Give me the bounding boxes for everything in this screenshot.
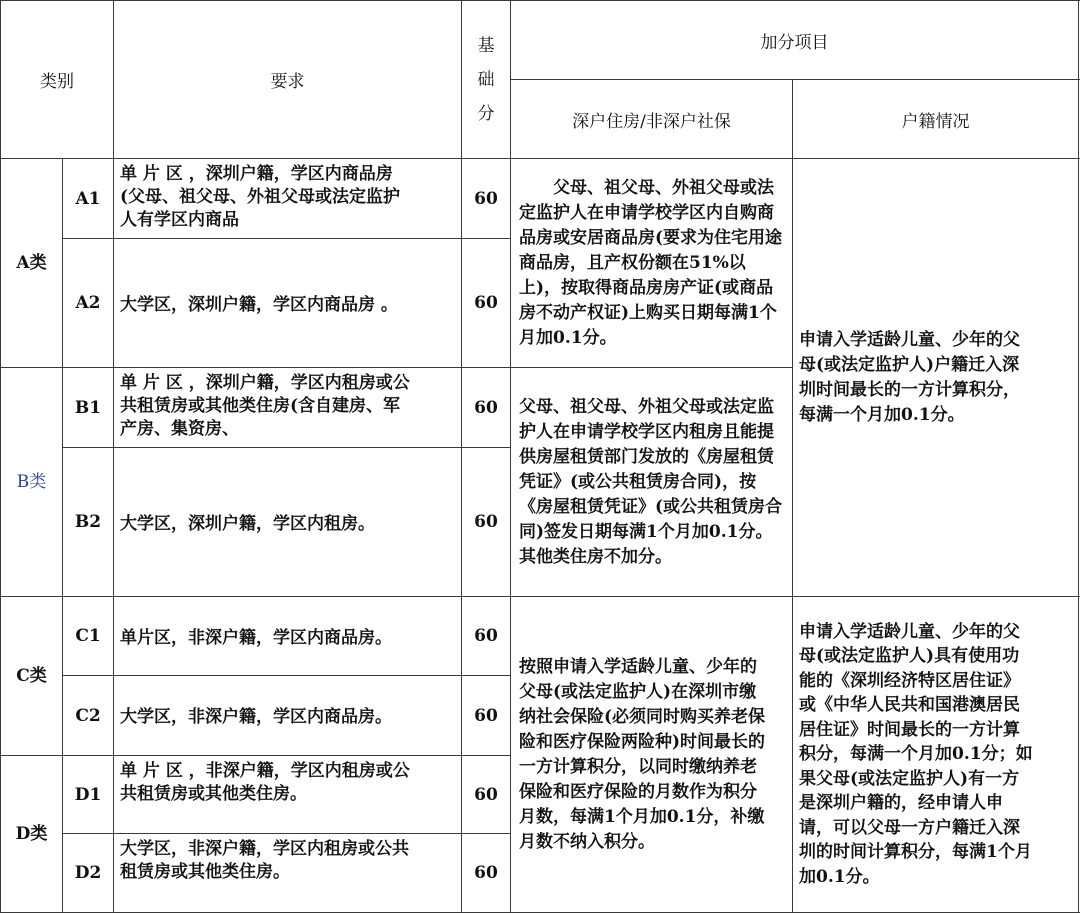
header-hukou: 户籍情况 <box>901 111 970 132</box>
row-code: A2 <box>75 293 101 313</box>
row-code: B2 <box>74 512 102 532</box>
bonus-housing-a: 父母、祖父母、外祖父母或法定监护人在申请学校学区内自购商品房或安居商品房(要求为住宅用途商品房，且产权份额在51%以上)，按取得商品房房产证(或商品房不动产权证)上购买日期每满1个月加0.1分。 <box>519 177 783 348</box>
bonus-social-cd-cell <box>511 597 792 912</box>
row-code: C2 <box>75 705 101 726</box>
row-code: C1 <box>75 626 101 646</box>
header-base-char: 分 <box>477 103 495 124</box>
bonus-housing-a-cell <box>511 159 792 367</box>
header-base-score <box>462 1 510 158</box>
row-code: B1 <box>74 397 102 418</box>
grid-line <box>0 912 1080 913</box>
header-requirement: 要求 <box>270 72 305 92</box>
header-base-char: 础 <box>477 69 495 90</box>
header-base-char: 基 <box>477 35 495 56</box>
row-requirement: 单 片 区 ，深圳户籍，学区内租房或公共租赁房或其他类住房(含自建房、军产房、集资房、 <box>120 373 410 439</box>
grid-line <box>1078 0 1079 913</box>
row-score: 60 <box>474 863 498 883</box>
row-requirement: 单片区，非深户籍，学区内商品房。 <box>120 627 392 648</box>
bonus-hukou-ab: 申请入学适龄儿童、少年的父母(或法定监护人)户籍迁入深圳时间最长的一方计算积分，每满一个月加0.1分。 <box>799 329 1020 425</box>
row-code: A1 <box>75 188 101 209</box>
row-code: D2 <box>74 863 102 883</box>
bonus-social-cd: 按照申请入学适龄儿童、少年的父母(或法定监护人)在深圳市缴纳社会保险(必须同时购买养老保险和医疗保险两险种)时间最长的一方计算积分，以同时缴纳养老保险和医疗保险的月数作为积分月数，每满1个月加0.1分，补缴月数不纳入积分。 <box>519 656 766 852</box>
bonus-hukou-ab-cell <box>793 159 1078 596</box>
bonus-hukou-cd-cell <box>793 597 1078 912</box>
group-label-a: A类 <box>16 253 47 273</box>
bonus-housing-b-cell <box>511 368 792 596</box>
group-label-c: C类 <box>16 666 47 686</box>
row-score: 60 <box>474 397 498 418</box>
header-category: 类别 <box>40 72 74 92</box>
header-base-score-text <box>476 29 496 131</box>
header-housing: 深户住房/非深户社保 <box>572 111 731 132</box>
row-requirement: 大学区，深圳户籍，学区内租房。 <box>120 513 375 534</box>
header-bonus: 加分项目 <box>760 32 829 53</box>
group-label-b: B类 <box>16 472 47 492</box>
row-score: 60 <box>474 512 498 532</box>
row-code: D1 <box>74 784 102 805</box>
row-requirement: 大学区，非深户籍，学区内租房或公共租赁房或其他类住房。 <box>120 839 409 882</box>
row-score: 60 <box>474 784 498 805</box>
row-score: 60 <box>474 705 498 726</box>
row-score: 60 <box>474 188 498 209</box>
row-requirement: 单 片 区 ，深圳户籍，学区内商品房(父母、祖父母、外祖父母或法定监护人有学区内商品 <box>120 164 401 230</box>
group-label-d: D类 <box>15 824 48 844</box>
row-score: 60 <box>474 626 498 646</box>
row-score: 60 <box>474 293 498 313</box>
bonus-hukou-cd: 申请入学适龄儿童、少年的父母(或法定监护人)具有使用功能的《深圳经济特区居住证》或《中华人民共和国港澳居民居住证》时间最长的一方计算积分，每满一个月加0.1分；如果父母(或法定监护人)有一方是深圳户籍的，经申请人申请，可以父母一方户籍迁入深圳的时间计算积分，每满1个月加0.1分。 <box>799 621 1033 887</box>
row-requirement: 单 片 区 ，非深户籍，学区内租房或公共租赁房或其他类住房。 <box>120 761 410 804</box>
row-requirement: 大学区，非深户籍，学区内商品房。 <box>120 707 392 727</box>
bonus-housing-b: 父母、祖父母、外祖父母或法定监护人在申请学校学区内租房且能提供房屋租赁部门发放的《房屋租赁凭证》(或公共租赁房合同)，按《房屋租赁凭证》(或公共租赁房合同)签发日期每满1个月加0.1分。其他类住房不加分。 <box>519 396 783 567</box>
row-requirement: 大学区，深圳户籍，学区内商品房 。 <box>120 294 398 315</box>
